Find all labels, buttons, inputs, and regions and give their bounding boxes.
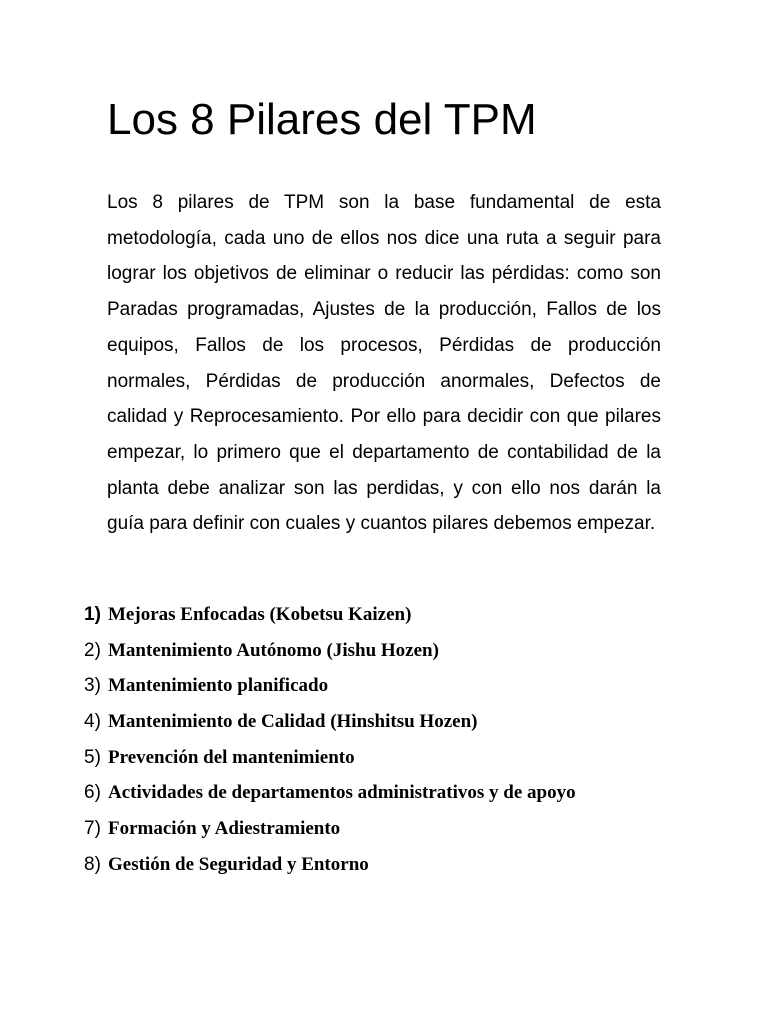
list-item-number: 7) [84,817,101,839]
list-item [84,597,576,633]
list-item-text: Mantenimiento planificado [108,675,329,697]
list-item [84,740,576,776]
list-item-number: 5) [84,746,101,768]
list-item-number: 6) [84,782,101,804]
list-item-text: Mantenimiento de Calidad (Hinshitsu Hozen) [108,710,478,732]
list-item-number: 4) [84,710,101,732]
list-item-text: Actividades de departamentos administrativos y de apoyo [108,782,576,804]
list-item-number: 1) [84,603,101,625]
list-item-number: 2) [84,639,101,661]
list-item [84,704,576,740]
list-item-text: Mejoras Enfocadas (Kobetsu Kaizen) [108,603,412,625]
list-item-text: Gestión de Seguridad y Entorno [108,853,369,875]
page-title: Los 8 Pilares del TPM [107,95,537,144]
list-item-number: 8) [84,853,101,875]
pillars-list [84,597,576,883]
list-item-number: 3) [84,675,101,697]
list-item [84,633,576,669]
list-item [84,811,576,847]
list-item [84,775,576,811]
list-item-text: Mantenimiento Autónomo (Jishu Hozen) [108,639,439,661]
list-item [84,847,576,883]
list-item-text: Prevención del mantenimiento [108,746,355,768]
intro-paragraph: Los 8 pilares de TPM son la base fundamental de esta metodología, cada uno de ellos nos dice una ruta a seguir para lograr los objetivos de eliminar o reducir las pérdidas: como son Paradas programadas, Ajustes de la producción, Fallos de los equipos, Fallos de los procesos, Pérdidas de producción normales, Pérdidas de producción anormales, Defectos de calidad y Reprocesamiento. Por ello para decidir con que pilares empezar, lo primero que el departamento de contabilidad de la planta debe analizar son las perdidas, y con ello nos darán la guía para definir con cuales y cuantos pilares debemos empezar. [107,192,661,535]
list-item-text: Formación y Adiestramiento [108,817,341,839]
list-item [84,668,576,704]
